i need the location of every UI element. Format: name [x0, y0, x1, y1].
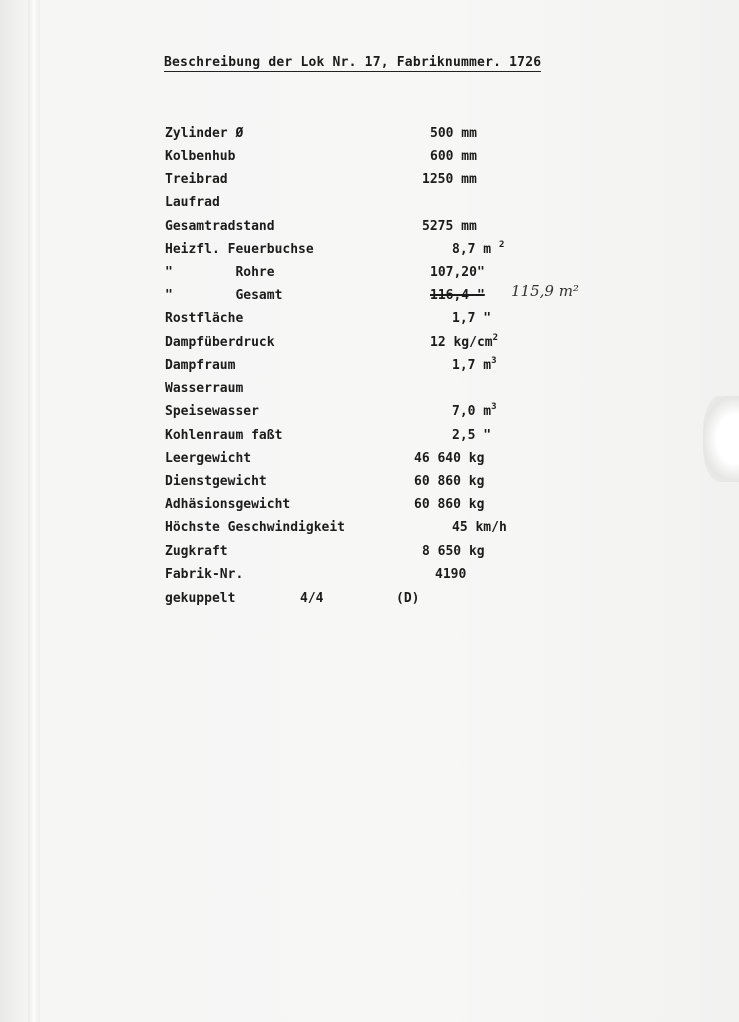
spec-value: 1250 mm — [422, 172, 477, 187]
spec-value-struck: 116,4 " — [430, 288, 485, 303]
spec-label: Speisewasser — [165, 404, 259, 419]
spec-label: Treibrad — [165, 172, 228, 187]
paper-fold — [28, 0, 40, 1022]
spec-label: Leergewicht — [165, 451, 252, 466]
spec-label: Dampfraum — [165, 358, 236, 373]
spec-value: 107,20" — [430, 265, 485, 280]
spec-label: Dampfüberdruck — [165, 335, 275, 350]
spec-label: Laufrad — [165, 195, 220, 210]
spec-label: Gesamtradstand — [165, 219, 275, 234]
spec-value: 8,7 m $^2$ — [452, 240, 505, 257]
superscript: 3 — [491, 356, 497, 366]
document-title: Beschreibung der Lok Nr. 17, Fabriknummer. 1726 — [164, 55, 542, 70]
spec-label: Wasserraum — [165, 381, 244, 396]
spec-value: 60 860 kg — [414, 497, 485, 512]
spec-value: 12 $kg/cm^2$ — [430, 333, 499, 350]
spec-value: 46 640 kg — [414, 451, 485, 466]
spec-code: (D) — [396, 591, 420, 606]
spec-value: 500 mm — [430, 126, 477, 141]
spec-label: Rostfläche — [165, 311, 244, 326]
spec-value: 7,0 $m^3$ — [452, 402, 497, 419]
spec-value: 2,5 " — [452, 428, 492, 443]
spec-value: 60 860 kg — [414, 474, 485, 489]
spec-label: Kolbenhub — [165, 149, 236, 164]
spec-value: 45 km/h — [452, 520, 507, 535]
spec-label: Kohlenraum faßt — [165, 428, 283, 443]
superscript: 2 — [498, 240, 505, 250]
superscript: 3 — [491, 402, 497, 412]
spec-label: gekuppelt — [165, 591, 236, 606]
spec-value: 600 mm — [430, 149, 477, 164]
superscript: 2 — [492, 333, 499, 343]
spec-value: 4190 — [435, 567, 467, 582]
spec-label: Heizfl. Feuerbuchse — [165, 242, 314, 257]
spec-label: " Rohre — [165, 265, 275, 280]
spec-label: Zylinder Ø — [165, 126, 244, 141]
spec-label: " Gesamt — [165, 288, 283, 303]
spec-label: Höchste Geschwindigkeit — [165, 520, 346, 535]
spec-value: 8 650 kg — [422, 544, 485, 559]
spec-label: Dienstgewicht — [165, 474, 267, 489]
spec-label: Fabrik-Nr. — [165, 567, 244, 582]
spec-value: 1,7 " — [452, 311, 492, 326]
paper-tear — [703, 396, 739, 482]
spec-label: Adhäsionsgewicht — [165, 497, 291, 512]
spec-label: Zugkraft — [165, 544, 228, 559]
spec-value: 1,7 $m^3$ — [452, 356, 497, 373]
spec-ratio: 4/4 — [300, 591, 324, 606]
spec-value: 5275 mm — [422, 219, 477, 234]
handwritten-correction: 115,9 m² — [511, 282, 579, 300]
